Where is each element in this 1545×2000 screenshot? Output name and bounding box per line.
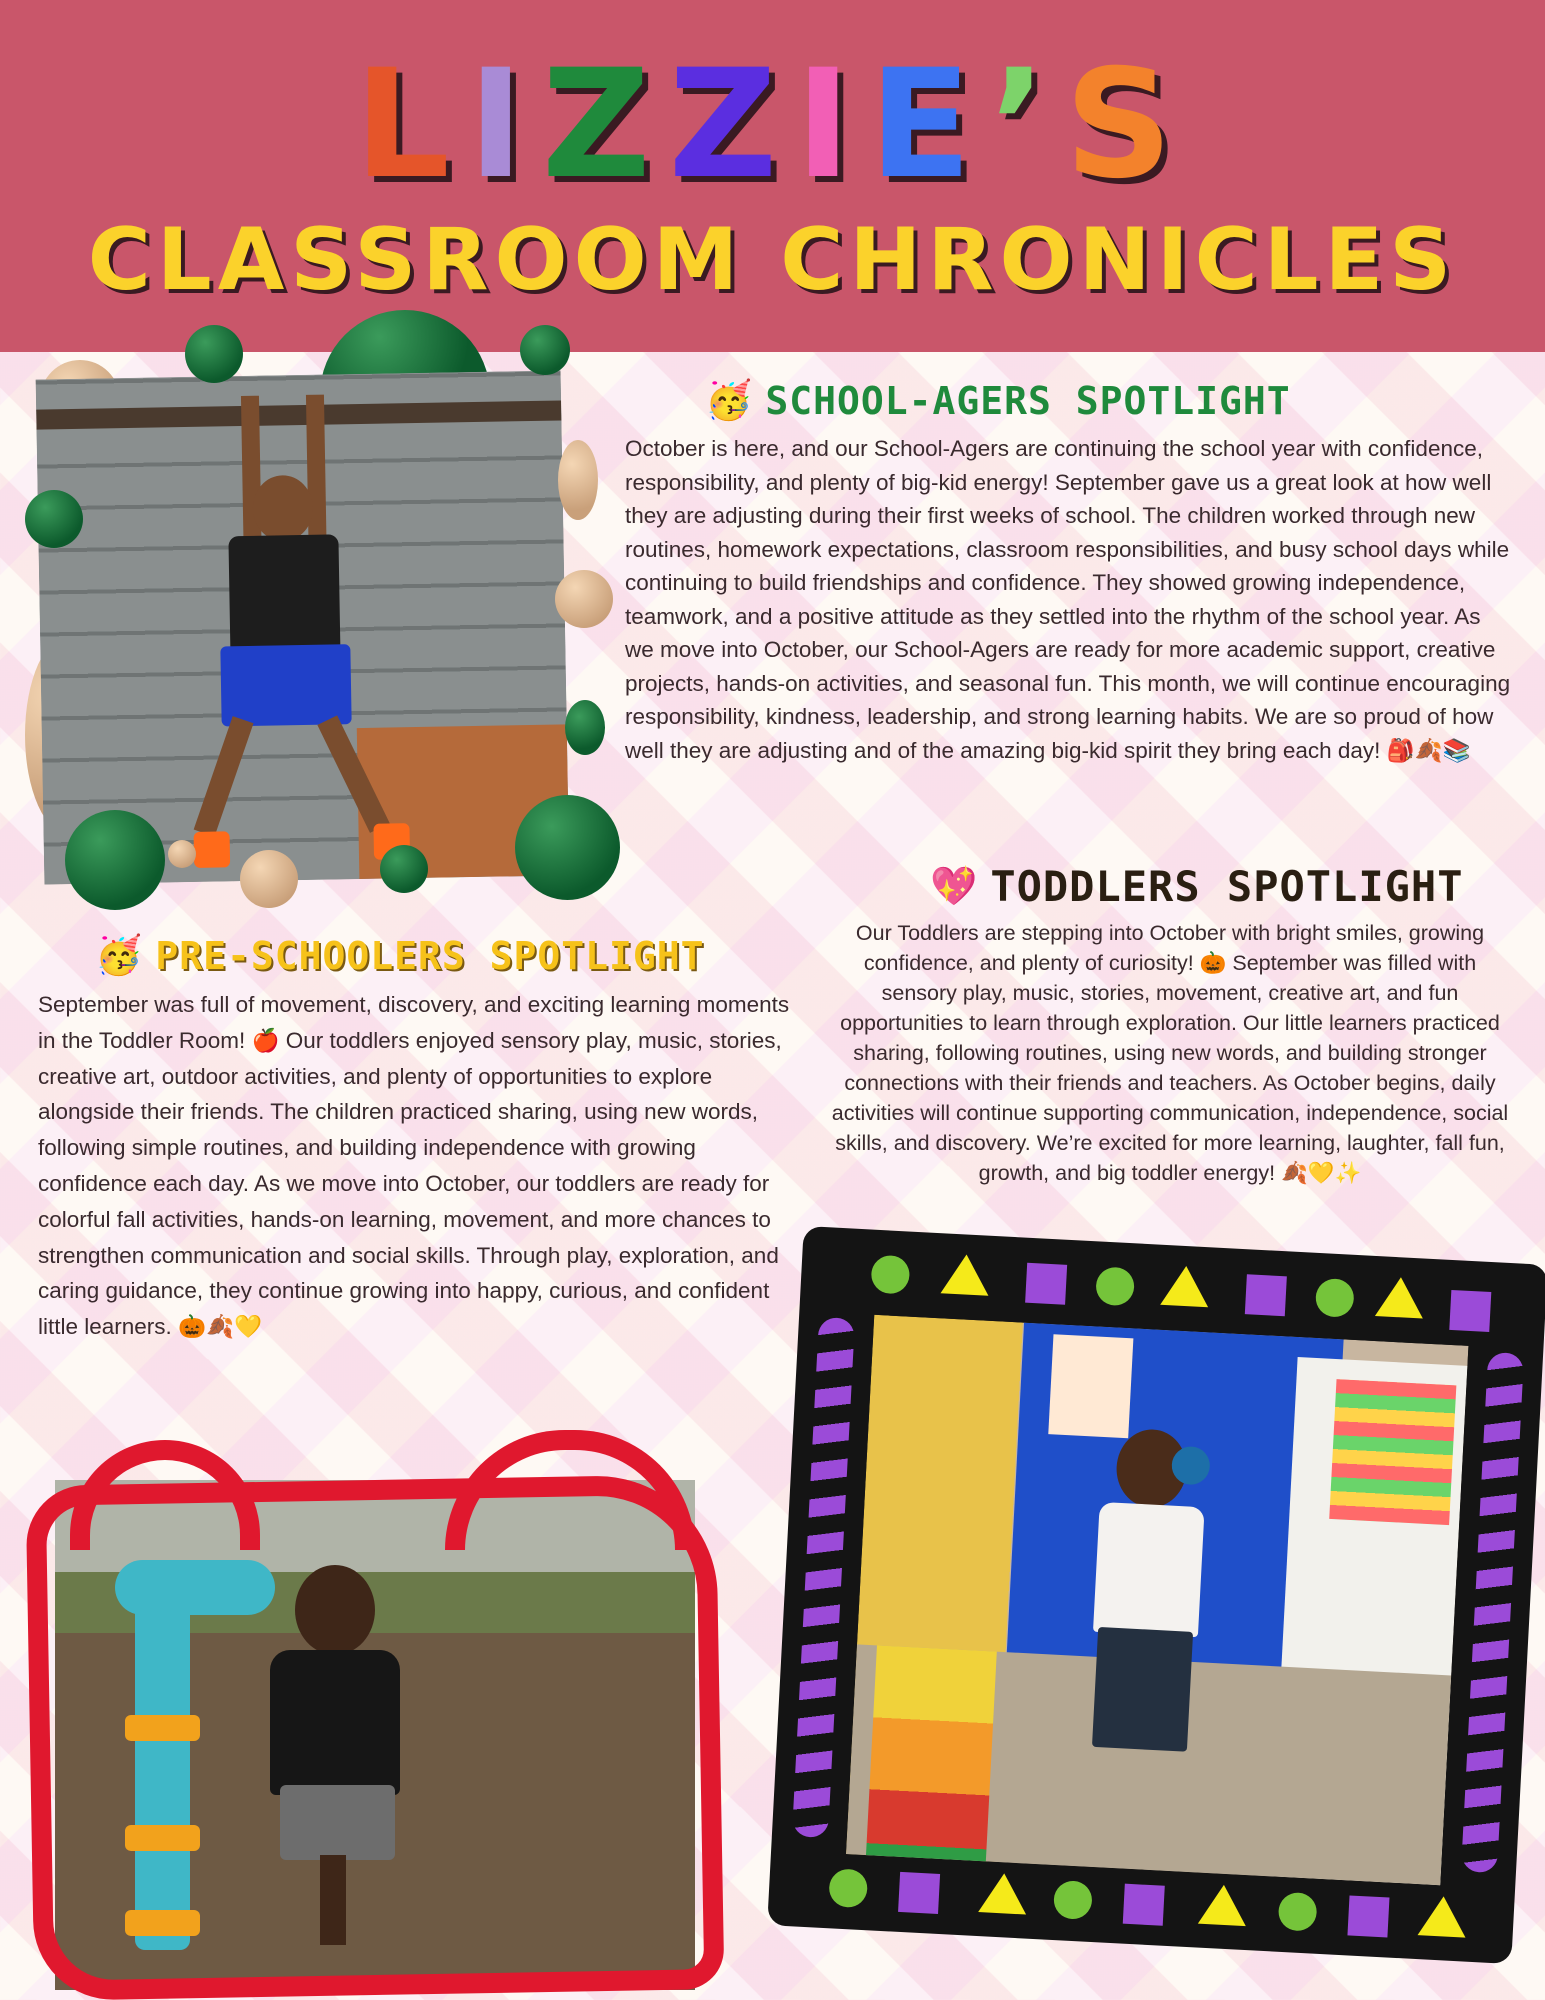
toddlers-title-text: TODDLERS SPOTLIGHT	[990, 862, 1464, 911]
preschoolers-title-text: PRE-SCHOOLERS SPOTLIGHT	[155, 933, 705, 978]
school-agers-photo	[36, 370, 570, 884]
brand-letter: I	[795, 38, 870, 212]
toddlers-title	[930, 862, 1463, 911]
decor-ball	[65, 810, 165, 910]
decor-ball	[520, 325, 570, 375]
decor-ball	[565, 700, 605, 755]
preschoolers-body: September was full of movement, discovery, and exciting learning moments in the Toddler Room! 🍎 Our toddlers enjoyed sensory play, music, stories, creative art, outdoor activities, and plenty of opportunities to explore alongside their friends. The children practiced sharing, using new words, following simple routines, and building independence with growing confidence each day. As we move into October, our toddlers are ready for colorful fall activities, hands-on learning, movement, and more chances to strengthen communication and social skills. Through play, exploration, and caring guidance, they continue growing into happy, curious, and confident little learners. 🎃🍂💛	[38, 992, 790, 1340]
toddlers-photo	[846, 1315, 1468, 1885]
toddlers-body: Our Toddlers are stepping into October with bright smiles, growing confidence, and plenty of curiosity! 🎃 September was filled with sensory play, music, stories, movement, creative art, and fun opportunities to learn through exploration. Our little learners practiced sharing, following routines, using new words, and building stronger connections with their friends and teachers. As October begins, daily activities will continue supporting communication, independence, social skills, and discovery. We’re excited for more learning, laughter, fall fun, growth, and big toddler energy! 🍂💛✨	[831, 921, 1509, 1185]
brand-letter: S	[1064, 38, 1191, 212]
decor-ball	[25, 490, 83, 548]
decor-ball	[515, 795, 620, 900]
brand-letter: I	[467, 38, 542, 212]
brand-letter: L	[354, 38, 468, 212]
sparkling-heart-icon: 💖	[930, 864, 979, 908]
brand-letter: ’	[989, 38, 1065, 212]
decor-ball	[168, 840, 196, 868]
brand-letter: Z	[541, 38, 669, 212]
newsletter-subtitle: CLASSROOM CHRONICLES	[87, 210, 1458, 310]
red-frame-decoration	[26, 1474, 725, 2000]
decor-ball	[380, 845, 428, 893]
school-agers-title	[705, 378, 1291, 423]
school-agers-body: October is here, and our School-Agers are continuing the school year with confidence, responsibility, and plenty of big-kid energy! September gave us a great look at how well they are adjusting during their first weeks of school. The children worked through new routines, homework expectations, classroom responsibilities, and busy school days while continuing to build friendships and confidence. They showed growing independence, teamwork, and a positive attitude as they settled into the rhythm of the school year. As we move into October, our School-Agers are ready for more academic support, creative projects, hands-on activities, and seasonal fun. This month, we will continue encouraging responsibility, kindness, leadership, and strong learning habits. We are so proud of how well they are adjusting and of the amazing big-kid spirit they bring each day! 🎒🍂📚	[625, 436, 1511, 763]
party-face-icon: 🥳	[95, 933, 144, 977]
preschoolers-title	[95, 933, 705, 978]
decor-ball	[185, 325, 243, 383]
brand-letter: Z	[668, 38, 796, 212]
chalk-frame	[767, 1226, 1545, 1964]
decor-ball	[558, 440, 598, 520]
school-agers-title-text: SCHOOL-AGERS SPOTLIGHT	[765, 378, 1291, 423]
decor-ball	[555, 570, 613, 628]
party-face-icon: 🥳	[705, 378, 754, 422]
brand-letter: E	[869, 38, 990, 212]
brand-title	[0, 40, 1545, 210]
decor-ball	[240, 850, 298, 908]
